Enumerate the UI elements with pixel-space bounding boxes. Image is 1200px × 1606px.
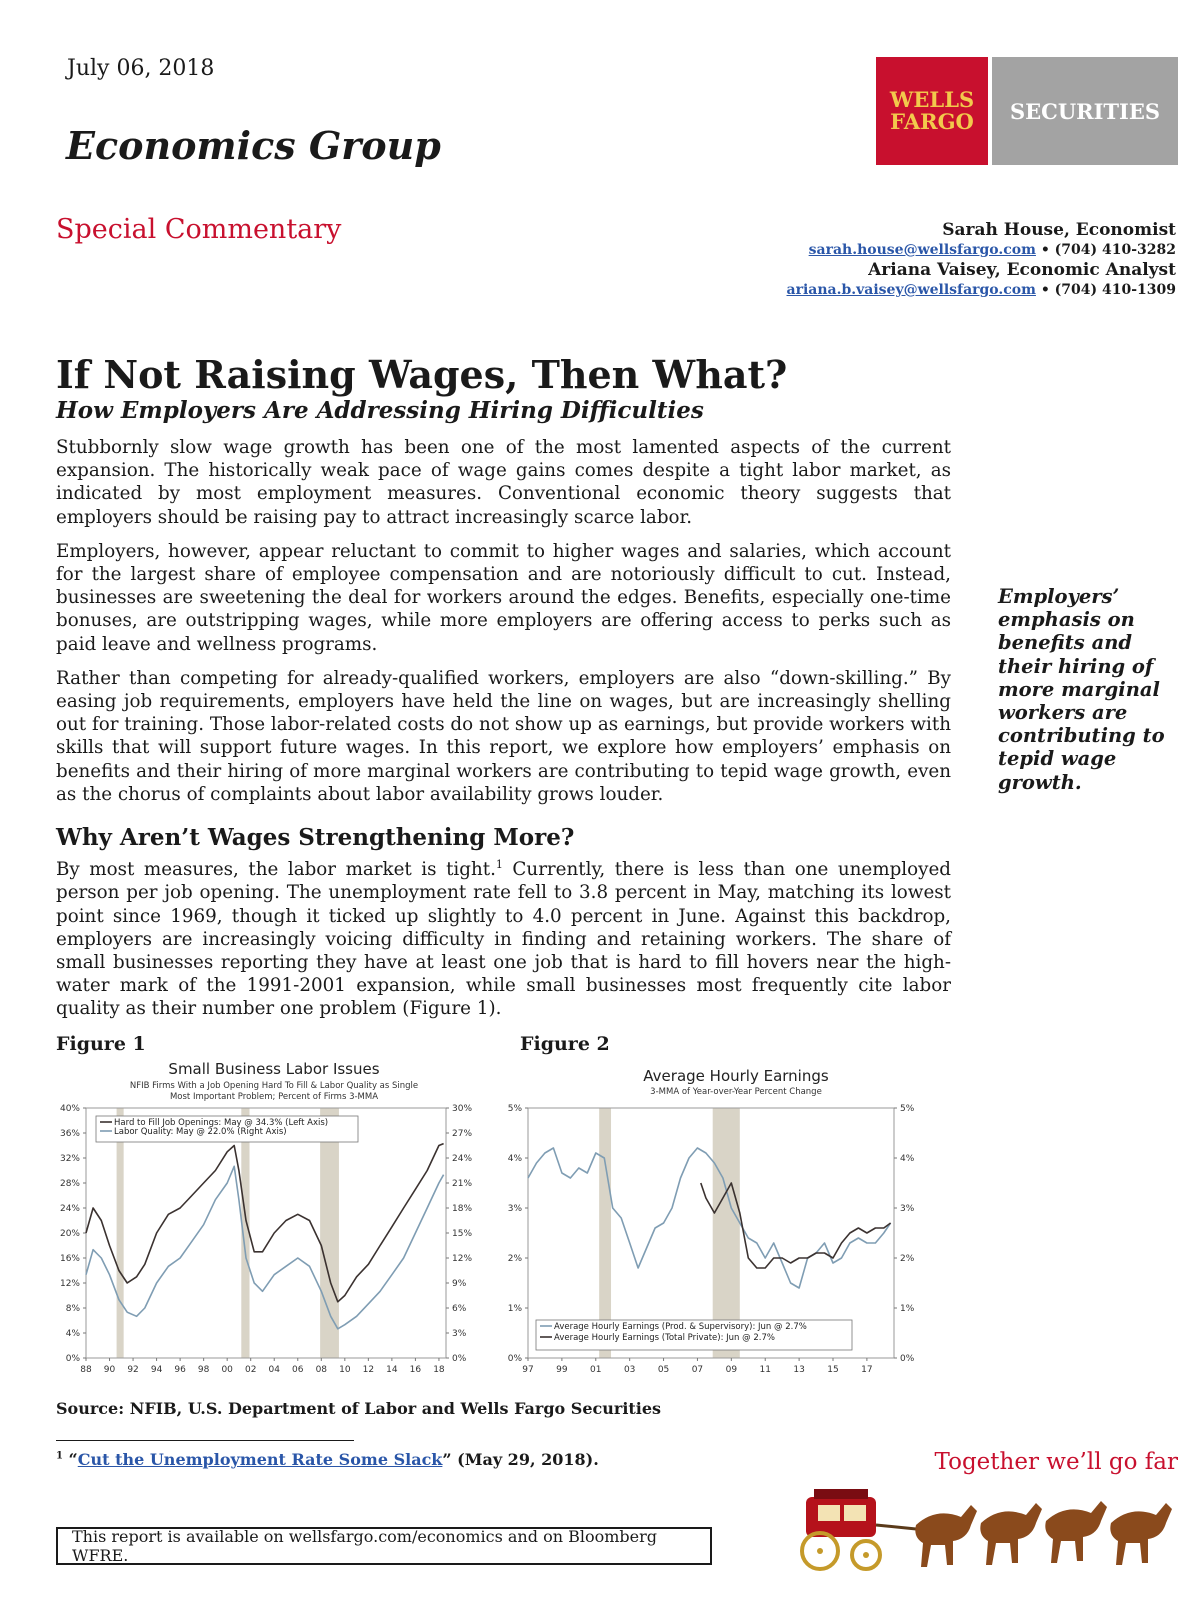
chart-subtitle: 3-MMA of Year-over-Year Percent Change [650,1087,822,1097]
x-tick-label: 96 [174,1365,186,1375]
logo-line-2: FARGO [890,109,974,134]
y-right-tick-label: 18% [452,1204,473,1214]
paragraph: Employers, however, appear reluctant to commit to higher wages and salaries, which account for the largest share of employee compensation and are notoriously difficult to cut. Instead, businesses are sweetening the deal for workers around the edges. Benefits, especially one-time bonuses, are outstripping wages, while more employers are offering access to perks such as paid leave and wellness programs. [56,540,951,655]
x-tick-label: 88 [80,1365,92,1375]
stagecoach-illustration [786,1475,1186,1585]
figure-1-label: Figure 1 [56,1033,146,1055]
series-line [528,1148,891,1288]
author-contact [787,280,1177,300]
chart-title: Small Business Labor Issues [168,1060,380,1078]
x-tick-label: 94 [150,1365,163,1375]
paragraph-text-a: By most measures, the labor market is tight. [56,859,496,881]
x-tick-label: 15 [827,1365,839,1375]
article-subtitle: How Employers Are Addressing Hiring Difficulties [56,397,704,424]
paragraph-text-b: Currently, there is less than one unemployed person per job opening. The unemployment rate fell to 3.8 percent in May, matching its lowest point since 1969, though it ticked up slightly to 4.0 percent in June. Against this backdrop, employers are increasingly voicing difficulty in finding and retaining workers. The share of small businesses reporting they have at least one job that is hard to fill hovers near the high-water mark of the 1991-2001 expansion, while small businesses most frequently cite labor quality as their number one problem (Figure 1). [56,859,951,1020]
y-right-tick-label: 30% [452,1104,473,1114]
wells-fargo-securities-logo[interactable] [876,57,1178,165]
x-tick-label: 00 [221,1365,233,1375]
y-right-tick-label: 0% [900,1354,915,1364]
x-tick-label: 92 [127,1365,139,1375]
legend-entry: Average Hourly Earnings (Prod. & Supervisory): Jun @ 2.7% [554,1322,807,1332]
tagline: Together we’ll go far [934,1449,1178,1475]
footnote-link[interactable]: Cut the Unemployment Rate Some Slack [77,1450,443,1469]
plot-area [86,1108,446,1358]
y-right-tick-label: 21% [452,1179,473,1189]
footnote-ref[interactable]: 1 [495,858,503,871]
x-tick-label: 03 [623,1365,636,1375]
figure-source: Source: NFIB, U.S. Department of Labor and Wells Fargo Securities [56,1399,662,1418]
logo-line-1: WELLS [889,87,975,112]
x-tick-label: 99 [556,1365,568,1375]
y-right-tick-label: 5% [900,1104,915,1114]
author-name: Sarah House, Economist [942,220,1176,240]
y-left-tick-label: 12% [59,1279,80,1289]
recession-bar [117,1108,124,1358]
y-left-tick-label: 36% [59,1129,80,1139]
y-left-tick-label: 16% [59,1254,80,1264]
y-right-tick-label: 15% [452,1229,473,1239]
y-right-tick-label: 4% [900,1154,915,1164]
x-tick-label: 01 [590,1365,602,1375]
legend-entry: Hard to Fill Job Openings: May @ 34.3% (Left Axis) [114,1118,329,1128]
stagecoach-icon [802,1489,926,1569]
y-left-tick-label: 5% [507,1104,522,1114]
y-left-tick-label: 0% [65,1354,80,1364]
x-tick-label: 07 [691,1365,704,1375]
x-tick-label: 98 [197,1365,210,1375]
author-block [787,220,1177,300]
x-tick-label: 12 [362,1365,375,1375]
intro-body [56,436,951,817]
y-left-tick-label: 4% [65,1329,80,1339]
x-tick-label: 13 [793,1365,805,1375]
x-tick-label: 18 [433,1365,445,1375]
x-tick-label: 09 [725,1365,738,1375]
footnote-divider [56,1440,354,1441]
y-left-tick-label: 1% [507,1304,522,1314]
horse-team-icon [915,1501,1172,1567]
y-right-tick-label: 27% [452,1129,473,1139]
securities-logo: SECURITIES [992,57,1178,165]
chart-title: Average Hourly Earnings [643,1067,829,1085]
y-left-tick-label: 4% [507,1154,522,1164]
y-left-tick-label: 40% [59,1104,80,1114]
footnote-number: 1 [56,1450,63,1462]
y-left-tick-label: 3% [507,1204,522,1214]
x-tick-label: 02 [244,1365,257,1375]
author-email-link[interactable]: sarah.house@wellsfargo.com [808,242,1036,258]
footnote [56,1450,599,1469]
x-tick-label: 17 [861,1365,873,1375]
report-date: July 06, 2018 [67,56,215,81]
x-tick-label: 04 [268,1365,280,1375]
author-phone: • (704) 410-1309 [1040,282,1176,298]
y-left-tick-label: 2% [507,1254,522,1264]
report-type: Special Commentary [56,214,342,245]
footnote-citation: ” (May 29, 2018). [442,1450,599,1469]
availability-box: This report is available on wellsfargo.com/economics and on Bloomberg WFRE. [56,1527,712,1565]
pull-quote: Employers’ emphasis on benefits and their hiring of more marginal workers are contributing to tepid wage growth. [998,585,1165,794]
paragraph: Rather than competing for already-qualified workers, employers are also “down-skilling.” By easing job requirements, employers have held the line on wages, but are increasingly shelling out for training. Those labor-related costs do not show up as earnings, but provide workers with skills that will support future wages. In this report, we explore how employers’ emphasis on benefits and their hiring of more marginal workers are contributing to tepid wage growth, even as the chorus of complaints about labor availability grows louder. [56,667,951,805]
y-right-tick-label: 0% [452,1354,467,1364]
author-phone: • (704) 410-3282 [1040,242,1176,258]
paragraph [56,853,951,1021]
y-right-tick-label: 9% [452,1279,467,1289]
footnote-open-quote: “ [68,1450,78,1469]
author-contact [787,240,1177,260]
author-name: Ariana Vaisey, Economic Analyst [868,260,1176,280]
y-left-tick-label: 0% [507,1354,522,1364]
y-left-tick-label: 28% [59,1179,80,1189]
legend-entry: Average Hourly Earnings (Total Private): Jun @ 2.7% [554,1333,775,1343]
x-tick-label: 05 [657,1365,670,1375]
chart-subtitle: NFIB Firms With a Job Opening Hard To Fill & Labor Quality as Single [129,1081,419,1091]
x-tick-label: 14 [386,1365,398,1375]
legend-entry: Labor Quality: May @ 22.0% (Right Axis) [114,1127,287,1137]
x-tick-label: 16 [409,1365,422,1375]
paragraph: Stubbornly slow wage growth has been one of the most lamented aspects of the current expansion. The historically weak pace of wage gains comes despite a tight labor market, as indicated by most employment measures. Conventional economic theory suggests that employers should be raising pay to attract increasingly scarce labor. [56,437,951,528]
section-body [56,853,951,1032]
group-title: Economics Group [66,123,441,168]
x-tick-label: 06 [292,1365,304,1375]
y-left-tick-label: 8% [65,1304,80,1314]
author-email-link[interactable]: ariana.b.vaisey@wellsfargo.com [786,282,1036,298]
x-tick-label: 97 [522,1365,534,1375]
x-tick-label: 10 [339,1365,351,1375]
y-right-tick-label: 24% [452,1154,473,1164]
figure-1-chart [54,1058,486,1388]
y-left-tick-label: 24% [59,1204,80,1214]
chart-subtitle: Most Important Problem; Percent of Firms 3-MMA [169,1092,379,1102]
section-heading: Why Aren’t Wages Strengthening More? [56,824,575,851]
recession-bar [320,1108,339,1358]
y-left-tick-label: 20% [59,1229,80,1239]
y-right-tick-label: 3% [452,1329,467,1339]
y-right-tick-label: 6% [452,1304,467,1314]
y-right-tick-label: 3% [900,1204,915,1214]
x-tick-label: 11 [759,1365,771,1375]
figure-2-chart [507,1058,944,1388]
y-right-tick-label: 12% [452,1254,473,1264]
x-tick-label: 08 [315,1365,328,1375]
article-title: If Not Raising Wages, Then What? [56,352,788,397]
y-right-tick-label: 1% [900,1304,915,1314]
y-right-tick-label: 2% [900,1254,915,1264]
figure-2-label: Figure 2 [520,1033,610,1055]
wells-fargo-logo [876,57,988,165]
y-left-tick-label: 32% [59,1154,80,1164]
x-tick-label: 90 [103,1365,116,1375]
